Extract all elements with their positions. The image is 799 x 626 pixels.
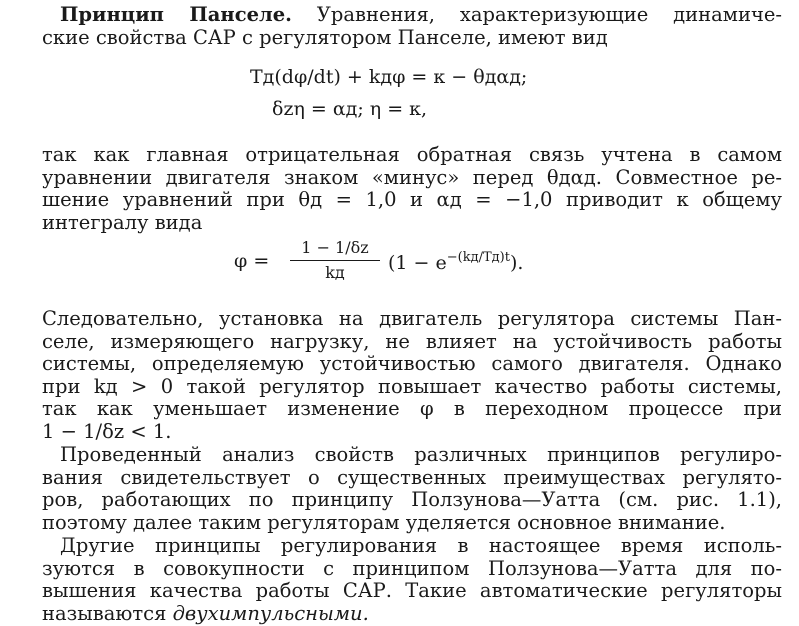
formula-lhs: φ = bbox=[234, 250, 270, 272]
paragraph-3 bbox=[42, 308, 782, 443]
text-line: Следовательно, установка на двигатель регулятора системы Пан- bbox=[42, 307, 782, 330]
text-line: 1 − 1/δz < 1. bbox=[42, 419, 172, 443]
text-line: вания свидетельствует о существенных преимуществах регулято- bbox=[42, 465, 782, 489]
text-line: интегралу вида bbox=[42, 210, 203, 234]
equation-1: Tд(dφ/dt) + kдφ = κ − θдαд; bbox=[250, 66, 528, 88]
text-line: Проведенный анализ свойств различных принципов регулиро- bbox=[60, 443, 782, 466]
fraction-bar bbox=[290, 260, 380, 261]
formula-exponent: −(kд/Tд)t bbox=[446, 250, 510, 265]
text-line: уравнении двигателя знаком «минус» перед θдαд. Совместное ре- bbox=[42, 165, 782, 189]
text-line: селе, измеряющего нагрузку, не влияет на устойчивость работы bbox=[42, 329, 782, 353]
text-line: поэтому далее таким регуляторам уделяется основное внимание. bbox=[42, 510, 726, 534]
section-heading: Принцип Панселе. bbox=[60, 3, 292, 26]
text-line: так как главная отрицательная обратная связь учтена в самом bbox=[42, 143, 782, 166]
equation-2: δzη = αд; η = κ, bbox=[272, 98, 428, 120]
text-line: ров, работающих по принципу Ползунова—Уатта (см. рис. 1.1), bbox=[42, 488, 782, 511]
formula-rhs: $(1 - e^{-(kд/Tд)t})$. bbox=[388, 250, 524, 274]
intro-line-1: Принцип Панселе. Уравнения, характеризующие динамиче- bbox=[60, 3, 782, 26]
text-line: так как уменьшает изменение φ в переходном процессе при bbox=[42, 397, 782, 420]
text-line: зуются в совокупности с принципом Ползунова—Уатта для по- bbox=[42, 556, 782, 580]
intro-line-2: ские свойства САР с регулятором Панселе, имеют вид bbox=[42, 25, 608, 49]
text-line: шение уравнений при θд = 1,0 и αд = −1,0 приводит к общему bbox=[42, 188, 782, 211]
text-line: при kд > 0 такой регулятор повышает качество работы системы, bbox=[42, 374, 782, 398]
text-line: называются двухимпульсными. bbox=[42, 601, 369, 625]
text-line: Другие принципы регулирования в настоящее время исполь- bbox=[60, 534, 782, 557]
italic-term: двухимпульсными. bbox=[172, 601, 369, 625]
paragraph-4 bbox=[42, 444, 782, 534]
text-line: вышения качества работы САР. Такие автоматические регуляторы bbox=[42, 579, 782, 602]
formula-denominator: kд bbox=[325, 263, 345, 282]
text-line: системы, определяемую устойчивостью самого двигателя. Однако bbox=[42, 352, 782, 375]
intro-paragraph bbox=[42, 4, 782, 49]
paragraph-5 bbox=[42, 535, 782, 625]
paragraph-2 bbox=[42, 144, 782, 234]
formula-numerator: 1 − 1/δz bbox=[301, 238, 369, 257]
